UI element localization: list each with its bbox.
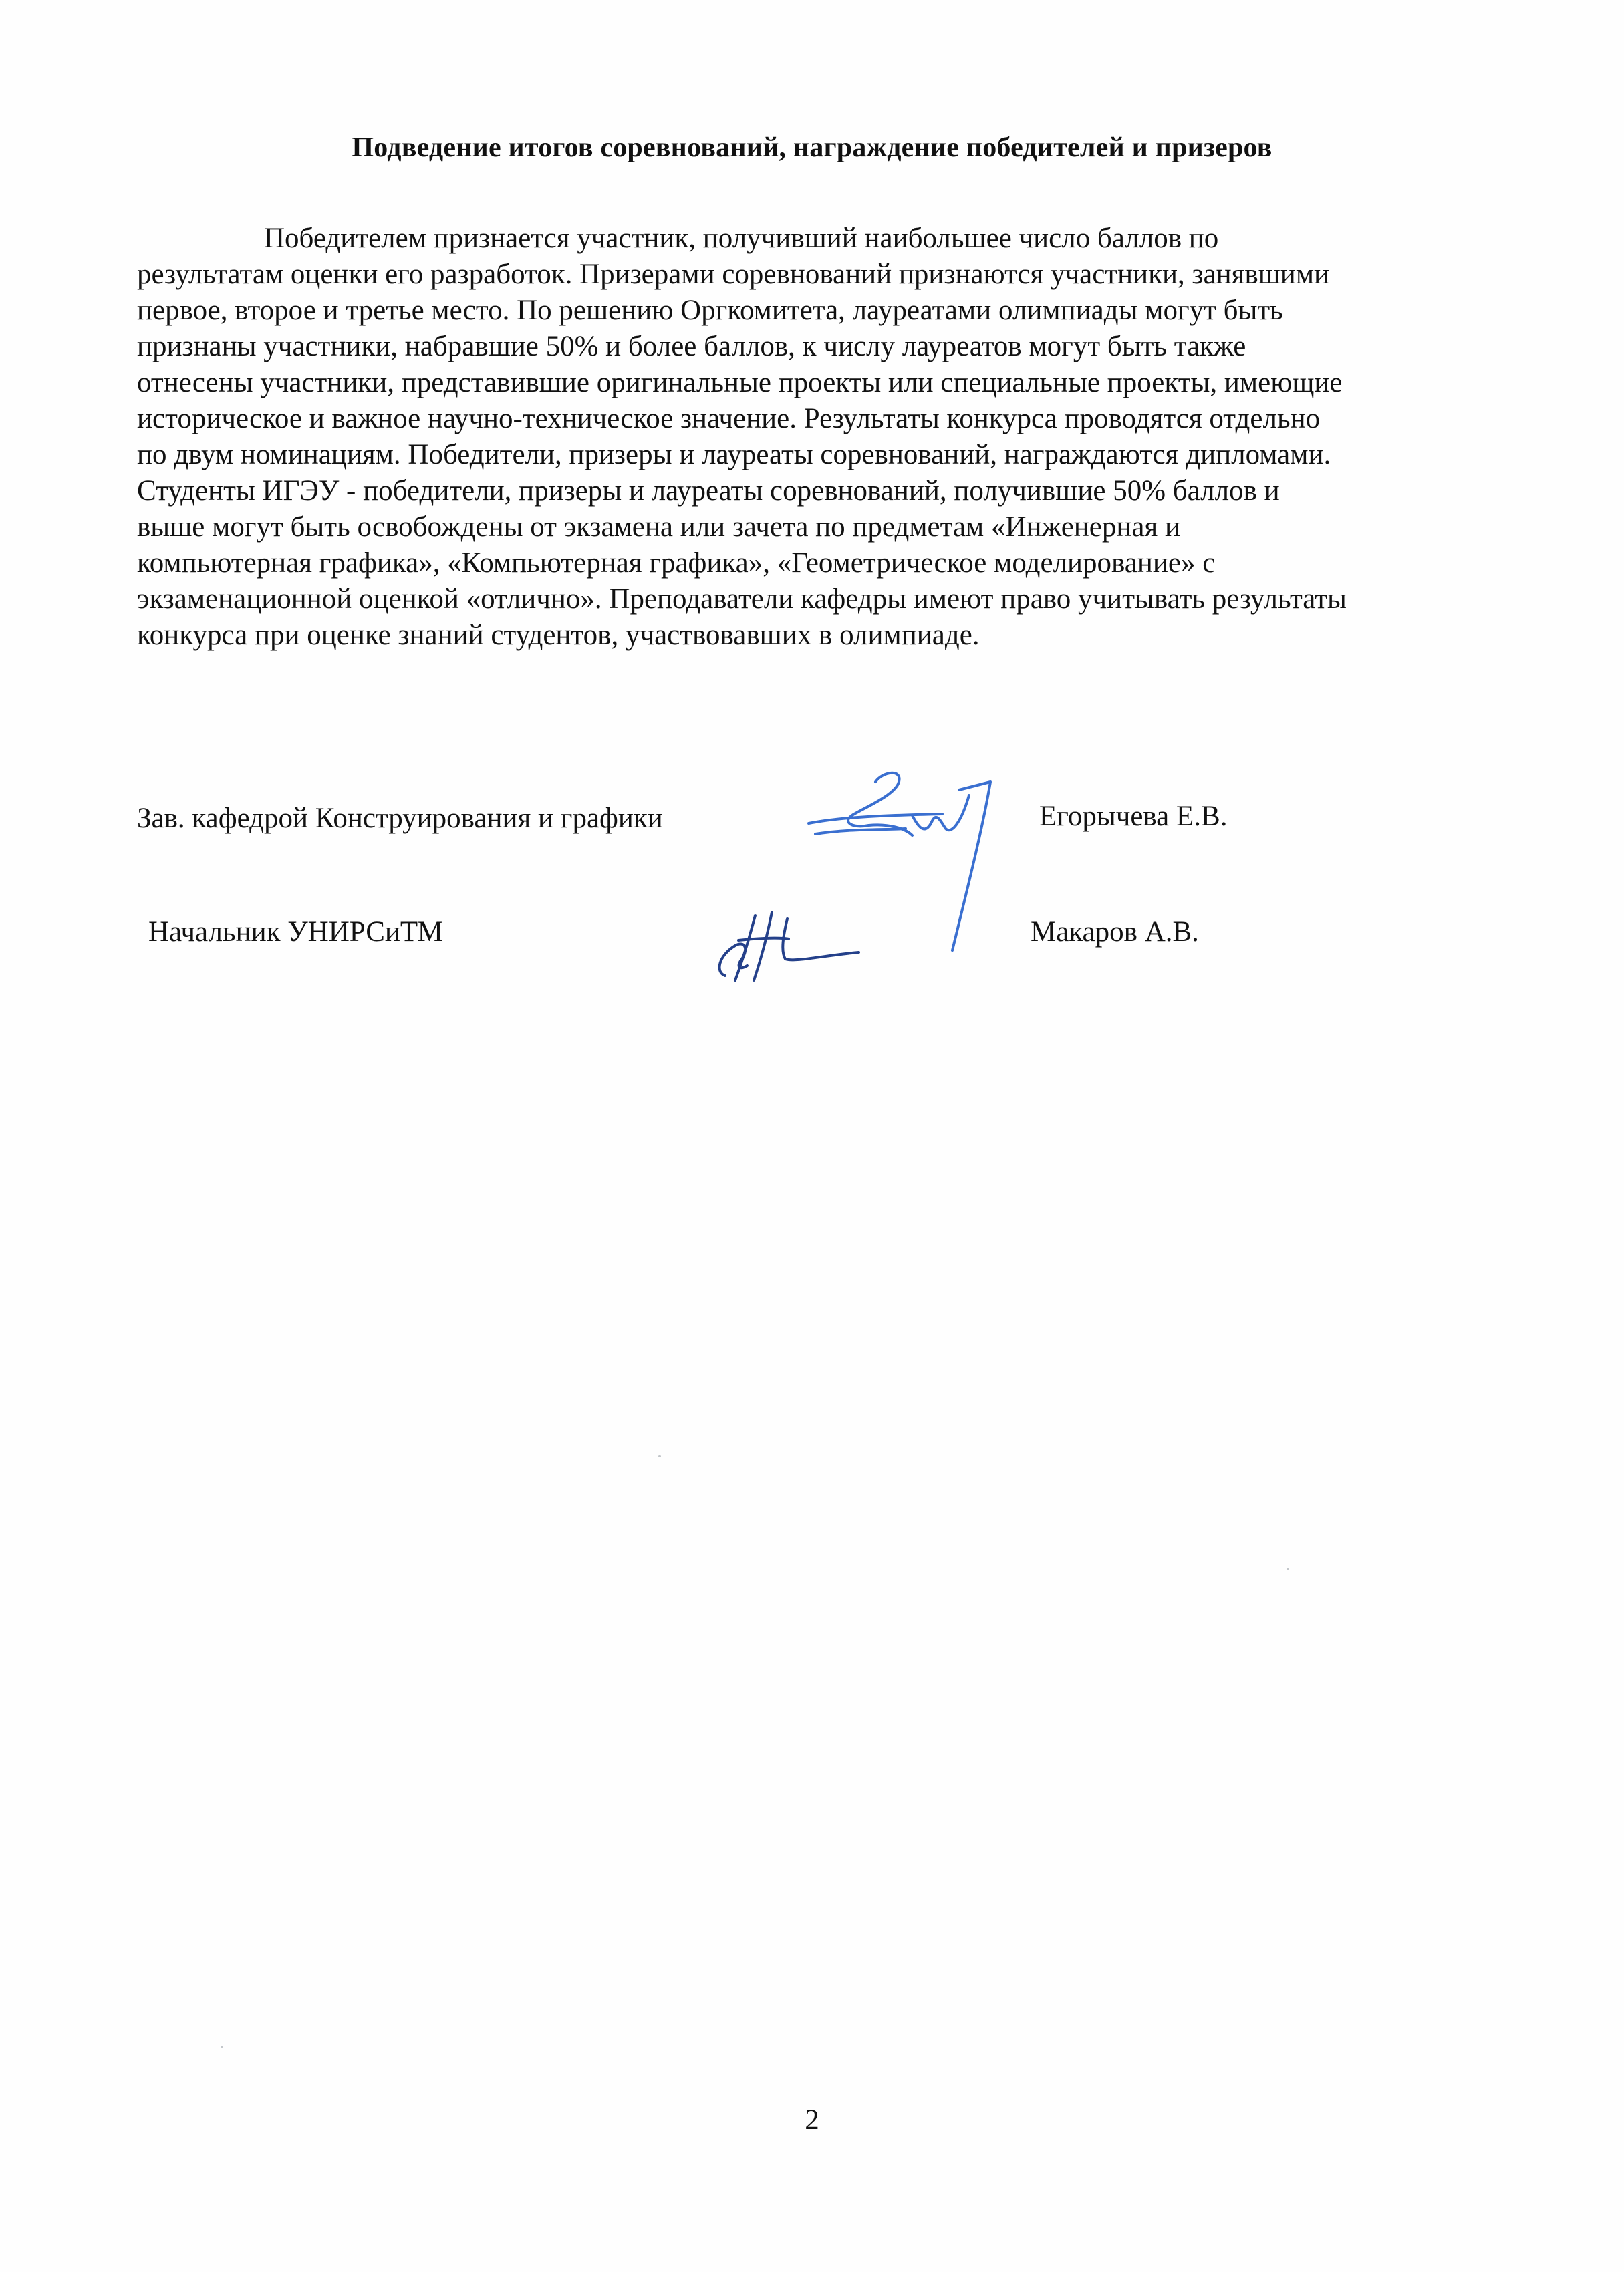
body-line: конкурса при оценке знаний студентов, участвовавших в олимпиаде. — [137, 619, 980, 651]
body-line: историческое и важное научно-техническое значение. Результаты конкурса проводятся отдельно — [137, 403, 1321, 434]
scan-speck — [221, 2046, 223, 2048]
body-line: экзаменационной оценкой «отлично». Преподаватели кафедры имеют право учитывать результаты — [137, 583, 1347, 615]
scan-speck — [658, 1455, 661, 1457]
body-line: выше могут быть освобождены от экзамена или зачета по предметам «Инженерная и — [137, 511, 1181, 543]
body-line: по двум номинациям. Победители, призеры и лауреаты соревнований, награждаются дипломами. — [137, 439, 1331, 470]
scan-speck — [1287, 1568, 1289, 1570]
signatory-title: Начальник УНИРСиТМ — [148, 916, 443, 948]
body-line: признаны участники, набравшие 50% и более баллов, к числу лауреатов могут быть также — [137, 331, 1246, 362]
body-line: отнесены участники, представившие оригинальные проекты или специальные проекты, имеющие — [137, 367, 1343, 398]
body-paragraph — [137, 221, 1555, 654]
handwritten-signature-icon — [708, 899, 869, 986]
page-number: 2 — [805, 2104, 819, 2136]
signatory-title: Зав. кафедрой Конструирования и графики — [137, 803, 663, 834]
signatory-name: Егорычева Е.В. — [1039, 801, 1228, 832]
body-line: Победителем признается участник, получивший наибольшее число баллов по — [264, 223, 1219, 254]
document-heading: Подведение итогов соревнований, награждение победителей и призеров — [352, 132, 1272, 163]
body-line: первое, второе и третье место. По решению Оргкомитета, лауреатами олимпиады могут быть — [137, 295, 1283, 326]
signatory-name: Макаров А.В. — [1031, 916, 1199, 948]
body-line: Студенты ИГЭУ - победители, призеры и лауреаты соревнований, получившие 50% баллов и — [137, 475, 1280, 507]
body-line: компьютерная графика», «Компьютерная графика», «Геометрическое моделирование» с — [137, 547, 1216, 579]
body-line: результатам оценки его разработок. Призерами соревнований признаются участники, занявшими — [137, 259, 1330, 290]
